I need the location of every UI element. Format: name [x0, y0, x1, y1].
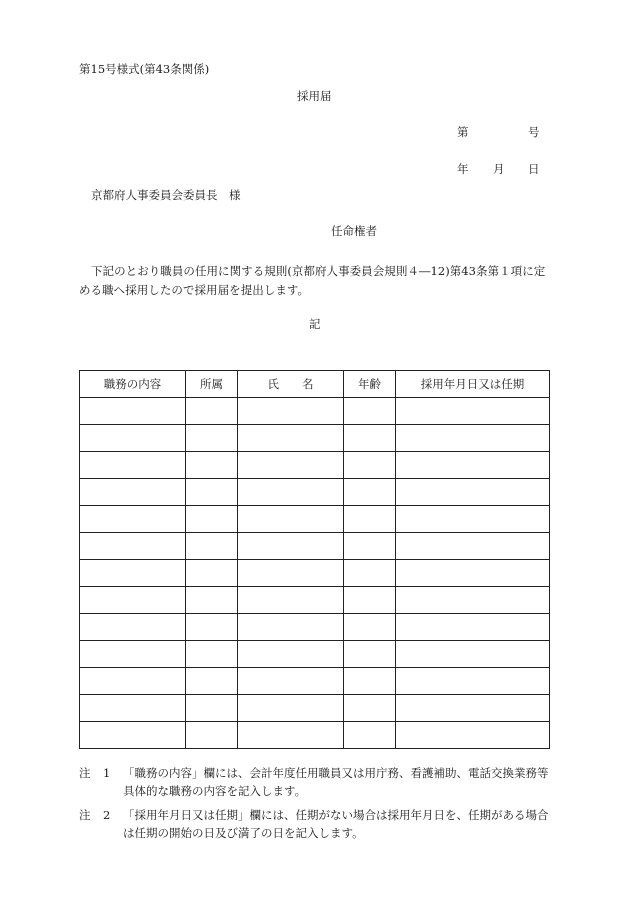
table-row [80, 425, 550, 452]
table-cell[interactable] [186, 722, 238, 749]
table-cell[interactable] [344, 560, 396, 587]
table-cell[interactable] [238, 452, 344, 479]
note-line: 具体的な職務の内容を記入します。 [123, 784, 307, 798]
addressee: 京都府人事委員会委員長 様 [91, 188, 241, 202]
table-row [80, 506, 550, 533]
table-cell[interactable] [186, 614, 238, 641]
note-text [123, 806, 559, 842]
table-cell[interactable] [396, 614, 550, 641]
table-cell[interactable] [344, 695, 396, 722]
table-cell[interactable] [396, 479, 550, 506]
table-cell[interactable] [238, 641, 344, 668]
table-cell[interactable] [80, 695, 186, 722]
header-hire-date: 採用年月日又は任期 [396, 371, 550, 398]
table-cell[interactable] [238, 695, 344, 722]
table-cell[interactable] [80, 722, 186, 749]
table-row [80, 695, 550, 722]
table-cell[interactable] [396, 452, 550, 479]
table-row [80, 452, 550, 479]
table-row [80, 641, 550, 668]
table-cell[interactable] [344, 641, 396, 668]
table-cell[interactable] [80, 452, 186, 479]
date-month-label: 月 [493, 162, 505, 176]
table-cell[interactable] [238, 425, 344, 452]
note-label: 注 [79, 766, 91, 780]
table-cell[interactable] [238, 506, 344, 533]
table-cell[interactable] [80, 614, 186, 641]
table-cell[interactable] [396, 695, 550, 722]
table-row [80, 587, 550, 614]
table-cell[interactable] [396, 425, 550, 452]
header-age: 年齢 [344, 371, 396, 398]
appointer: 任命権者 [331, 224, 377, 238]
table-row [80, 614, 550, 641]
table-cell[interactable] [396, 398, 550, 425]
form-number: 第15号様式(第43条関係) [79, 62, 210, 76]
table-cell[interactable] [80, 425, 186, 452]
date-year-label: 年 [457, 162, 469, 176]
table-cell[interactable] [186, 533, 238, 560]
table-cell[interactable] [344, 533, 396, 560]
table-cell[interactable] [80, 533, 186, 560]
table-cell[interactable] [80, 641, 186, 668]
table-row [80, 668, 550, 695]
table-cell[interactable] [80, 479, 186, 506]
number-prefix: 第 [457, 125, 469, 139]
table-cell[interactable] [80, 560, 186, 587]
table-cell[interactable] [344, 587, 396, 614]
table-cell[interactable] [396, 506, 550, 533]
table-cell[interactable] [238, 722, 344, 749]
table-cell[interactable] [186, 560, 238, 587]
table-cell[interactable] [80, 506, 186, 533]
table-cell[interactable] [186, 668, 238, 695]
table-header-row [80, 371, 550, 398]
table-cell[interactable] [396, 668, 550, 695]
document-title: 採用届 [297, 89, 332, 103]
note-line: は任期の開始の日及び満了の日を記入します。 [123, 826, 364, 840]
table-cell[interactable] [238, 587, 344, 614]
table-cell[interactable] [80, 587, 186, 614]
table-cell[interactable] [186, 425, 238, 452]
table-cell[interactable] [238, 398, 344, 425]
table-cell[interactable] [238, 614, 344, 641]
table-cell[interactable] [344, 452, 396, 479]
table-row [80, 533, 550, 560]
table-cell[interactable] [396, 533, 550, 560]
header-name: 氏 名 [238, 371, 344, 398]
body-text: 下記のとおり職員の任用に関する規則(京都府人事委員会規則４―12)第43条第１項に定める職へ採用したので採用届を提出します。 [79, 264, 546, 297]
table-cell[interactable] [238, 668, 344, 695]
table-cell[interactable] [80, 398, 186, 425]
number-suffix: 号 [528, 125, 540, 139]
table-row [80, 560, 550, 587]
note-number: 2 [103, 808, 111, 822]
header-duty: 職務の内容 [80, 371, 186, 398]
table-cell[interactable] [344, 668, 396, 695]
table-cell[interactable] [396, 722, 550, 749]
date-day-label: 日 [528, 162, 540, 176]
table-cell[interactable] [396, 641, 550, 668]
note-line: 「採用年月日又は任期」欄には、任期がない場合は採用年月日を、任期がある場合 [123, 808, 549, 822]
table-row [80, 479, 550, 506]
note-line: 「職務の内容」欄には、会計年度任用職員又は用庁務、看護補助、電話交換業務等 [123, 766, 549, 780]
note-number: 1 [103, 766, 111, 780]
table-cell[interactable] [186, 641, 238, 668]
table-cell[interactable] [344, 614, 396, 641]
table-cell[interactable] [186, 506, 238, 533]
table-cell[interactable] [186, 587, 238, 614]
header-department: 所属 [186, 371, 238, 398]
table-cell[interactable] [344, 479, 396, 506]
table-cell[interactable] [80, 668, 186, 695]
table-cell[interactable] [186, 398, 238, 425]
table-cell[interactable] [344, 425, 396, 452]
table-cell[interactable] [186, 479, 238, 506]
record-table [79, 370, 550, 749]
table-cell[interactable] [238, 560, 344, 587]
table-cell[interactable] [344, 722, 396, 749]
table-cell[interactable] [344, 506, 396, 533]
table-body [80, 398, 550, 749]
table-cell[interactable] [238, 533, 344, 560]
table-cell[interactable] [344, 398, 396, 425]
ki-heading: 記 [309, 317, 321, 331]
table-cell[interactable] [238, 479, 344, 506]
table-cell[interactable] [186, 695, 238, 722]
table-cell[interactable] [186, 452, 238, 479]
table-row [80, 398, 550, 425]
table-row [80, 722, 550, 749]
table-cell[interactable] [396, 587, 550, 614]
table-cell[interactable] [396, 560, 550, 587]
note-label: 注 [79, 808, 91, 822]
note-text [123, 764, 559, 800]
